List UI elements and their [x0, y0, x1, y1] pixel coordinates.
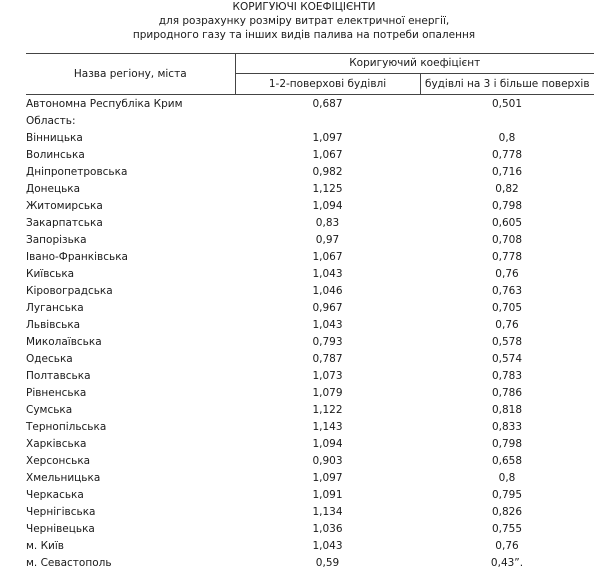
document-title — [0, 0, 608, 42]
low-rise-value-cell: 0,787 — [312, 352, 343, 365]
low-rise-value-cell: 0,967 — [312, 301, 343, 314]
region-cell: Полтавська — [26, 369, 91, 382]
region-cell: м. Севастополь — [26, 556, 112, 569]
low-rise-value-cell: 1,043 — [312, 267, 343, 280]
high-rise-value-cell: 0,818 — [491, 403, 523, 416]
high-rise-value-cell: 0,8 — [498, 471, 516, 484]
region-cell: Одеська — [26, 352, 73, 365]
region-cell: Кіровоградська — [26, 284, 113, 297]
low-rise-value-cell: 1,122 — [312, 403, 343, 416]
table-row — [26, 282, 594, 299]
high-rise-value-cell: 0,501 — [491, 97, 523, 110]
region-cell: Дніпропетровська — [26, 165, 128, 178]
table-row — [26, 265, 594, 282]
low-rise-value-cell: 1,134 — [312, 505, 343, 518]
table-row — [26, 418, 594, 435]
table-row — [26, 469, 594, 486]
title-subtitle-line-2: природного газу та інших видів палива на потреби опалення — [132, 29, 476, 41]
low-rise-value-cell: 0,793 — [312, 335, 343, 348]
high-rise-value-cell: 0,778 — [491, 250, 523, 263]
low-rise-value-cell: 1,043 — [312, 539, 343, 552]
region-cell: Черкаська — [26, 488, 84, 501]
region-cell: Житомирська — [26, 199, 103, 212]
low-rise-value-cell: 1,073 — [312, 369, 343, 382]
table-row — [26, 146, 594, 163]
table-row — [26, 452, 594, 469]
region-cell: Харківська — [26, 437, 87, 450]
table-header — [26, 54, 594, 95]
region-cell: Вінницька — [26, 131, 83, 144]
header-low-rise: 1-2-поверхові будівлі — [235, 73, 420, 94]
high-rise-value-cell: 0,82 — [495, 182, 519, 195]
low-rise-value-cell — [235, 112, 420, 129]
table-row — [26, 129, 594, 146]
high-rise-value-cell: 0,574 — [491, 352, 523, 365]
low-rise-value-cell: 1,143 — [312, 420, 343, 433]
low-rise-value-cell: 1,036 — [312, 522, 343, 535]
region-cell: Донецька — [26, 182, 81, 195]
table-row — [26, 112, 594, 129]
region-cell: Івано-Франківська — [26, 250, 128, 263]
coefficients-table — [26, 53, 594, 571]
table-row — [26, 401, 594, 418]
low-rise-value-cell: 1,043 — [312, 318, 343, 331]
high-rise-value-cell: 0,658 — [491, 454, 523, 467]
high-rise-value-cell: 0,755 — [491, 522, 523, 535]
region-cell: м. Київ — [26, 539, 64, 552]
header-coefficient: Коригуючий коефіцієнт — [235, 54, 594, 74]
table-row — [26, 537, 594, 554]
low-rise-value-cell: 0,687 — [312, 97, 343, 110]
high-rise-value-cell: 0,76 — [495, 318, 519, 331]
region-cell: Область: — [26, 114, 76, 127]
region-cell: Волинська — [26, 148, 85, 161]
low-rise-value-cell: 1,091 — [312, 488, 343, 501]
high-rise-value-cell: 0,43”. — [490, 556, 524, 569]
region-cell: Херсонська — [26, 454, 91, 467]
low-rise-value-cell: 0,83 — [315, 216, 340, 229]
region-cell: Хмельницька — [26, 471, 101, 484]
region-cell: Автономна Республіка Крим — [26, 97, 183, 110]
table-row — [26, 299, 594, 316]
table-row — [26, 520, 594, 537]
region-cell: Рівненська — [26, 386, 87, 399]
header-high-rise: будівлі на 3 і більше поверхів — [420, 73, 594, 94]
region-cell: Чернівецька — [26, 522, 95, 535]
table-row — [26, 214, 594, 231]
low-rise-value-cell: 1,046 — [312, 284, 343, 297]
high-rise-value-cell: 0,708 — [491, 233, 523, 246]
region-cell: Львівська — [26, 318, 81, 331]
table-row — [26, 231, 594, 248]
region-cell: Запорізька — [26, 233, 87, 246]
region-cell: Миколаївська — [26, 335, 102, 348]
low-rise-value-cell: 1,094 — [312, 199, 343, 212]
high-rise-value-cell: 0,605 — [491, 216, 523, 229]
region-cell: Закарпатська — [26, 216, 103, 229]
low-rise-value-cell: 0,982 — [312, 165, 343, 178]
low-rise-value-cell: 0,97 — [315, 233, 340, 246]
table-row — [26, 367, 594, 384]
title-subtitle-line-1: для розрахунку розміру витрат електричної енергії, — [158, 15, 450, 27]
high-rise-value-cell: 0,778 — [491, 148, 523, 161]
high-rise-value-cell: 0,705 — [491, 301, 523, 314]
region-cell: Луганська — [26, 301, 84, 314]
low-rise-value-cell: 1,094 — [312, 437, 343, 450]
low-rise-value-cell: 1,067 — [312, 250, 343, 263]
table-row — [26, 503, 594, 520]
table-row — [26, 197, 594, 214]
title-heading: КОРИГУЮЧІ КОЕФІЦІЄНТИ — [232, 1, 376, 13]
table-row — [26, 95, 594, 113]
header-region: Назва регіону, міста — [26, 54, 235, 95]
high-rise-value-cell: 0,833 — [491, 420, 523, 433]
table-row — [26, 384, 594, 401]
table-row — [26, 180, 594, 197]
low-rise-value-cell: 1,067 — [312, 148, 343, 161]
low-rise-value-cell: 0,903 — [312, 454, 343, 467]
region-cell: Чернігівська — [26, 505, 96, 518]
high-rise-value-cell: 0,798 — [491, 437, 523, 450]
table-row — [26, 486, 594, 503]
high-rise-value-cell: 0,76 — [495, 539, 519, 552]
high-rise-value-cell: 0,763 — [491, 284, 523, 297]
low-rise-value-cell: 1,097 — [312, 131, 343, 144]
high-rise-value-cell: 0,798 — [491, 199, 523, 212]
low-rise-value-cell: 1,079 — [312, 386, 343, 399]
high-rise-value-cell: 0,786 — [491, 386, 523, 399]
high-rise-value-cell: 0,8 — [498, 131, 516, 144]
table-row — [26, 248, 594, 265]
high-rise-value-cell: 0,716 — [491, 165, 523, 178]
high-rise-value-cell: 0,76 — [495, 267, 519, 280]
high-rise-value-cell: 0,826 — [491, 505, 523, 518]
table-row — [26, 333, 594, 350]
low-rise-value-cell: 1,125 — [312, 182, 343, 195]
region-cell: Київська — [26, 267, 75, 280]
table-row — [26, 435, 594, 452]
region-cell: Тернопільська — [26, 420, 107, 433]
table-row — [26, 350, 594, 367]
high-rise-value-cell: 0,578 — [491, 335, 523, 348]
high-rise-value-cell: 0,795 — [491, 488, 523, 501]
table-row — [26, 163, 594, 180]
table-body — [26, 95, 594, 572]
low-rise-value-cell: 1,097 — [312, 471, 343, 484]
table-row — [26, 554, 594, 571]
high-rise-value-cell: 0,783 — [491, 369, 523, 382]
table-row — [26, 316, 594, 333]
region-cell: Сумська — [26, 403, 73, 416]
low-rise-value-cell: 0,59 — [315, 556, 340, 569]
high-rise-value-cell — [420, 112, 594, 129]
